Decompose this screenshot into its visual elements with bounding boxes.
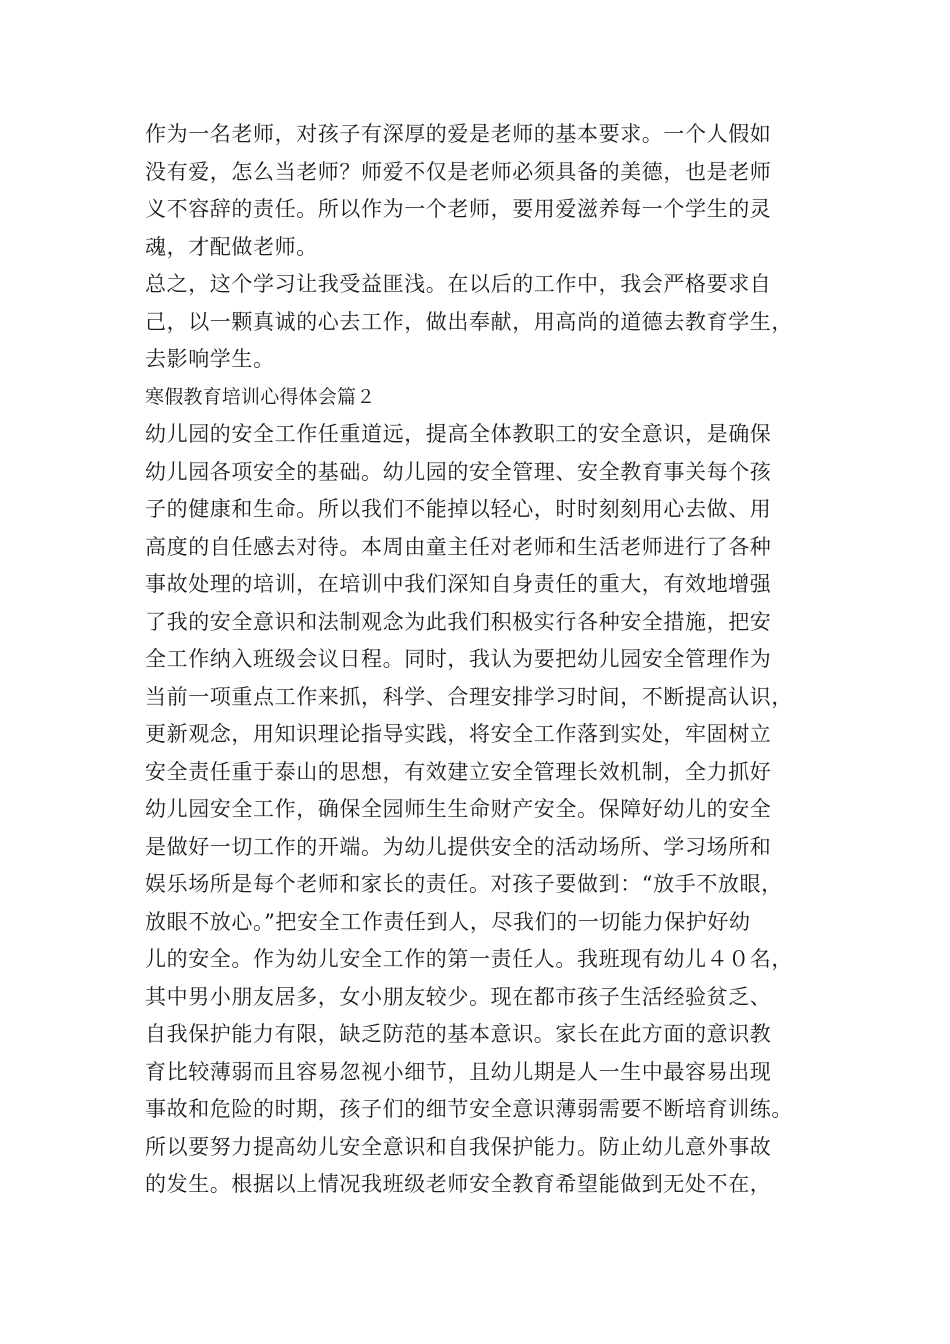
text-line: 其中男小朋友居多，女小朋友较少。现在都市孩子生活经验贫乏、: [145, 984, 772, 1009]
paragraph-conclusion: [145, 266, 815, 379]
text-line: 己，以一颗真诚的心去工作，做出奉献，用高尚的道德去教育学生，: [145, 309, 793, 334]
text-line: 更新观念，用知识理论指导实践，将安全工作落到实处，牢固树立: [145, 722, 772, 746]
text-line: 事故处理的培训，在培训中我们深知自身责任的重大，有效地增强: [145, 572, 772, 596]
text-line: 了我的安全意识和法制观念为此我们积极实行各种安全措施，把安: [145, 609, 772, 634]
text-line: 子的健康和生命。所以我们不能掉以轻心，时时刻刻用心去做、用: [145, 497, 772, 521]
text-line: 当前一项重点工作来抓，科学、合理安排学习时间，不断提高认识，: [145, 684, 793, 709]
text-line: 是做好一切工作的开端。为幼儿提供安全的活动场所、学习场所和: [145, 834, 772, 859]
text-line: 事故和危险的时期，孩子们的细节安全意识薄弱需要不断培育训练。: [145, 1097, 793, 1121]
text-line: 育比较薄弱而且容易忽视小细节，且幼儿期是人一生中最容易出现: [145, 1059, 772, 1084]
text-line: 自我保护能力有限，缺乏防范的基本意识。家长在此方面的意识教: [145, 1022, 772, 1046]
document-page: [145, 116, 815, 1204]
text-line: 娱乐场所是每个老师和家长的责任。对孩子要做到：“放手不放眼，: [145, 872, 783, 896]
text-line: 没有爱，怎么当老师？师爱不仅是老师必须具备的美德，也是老师: [145, 159, 772, 184]
text-line: 幼儿园的安全工作任重道远，提高全体教职工的安全意识，是确保: [145, 422, 772, 446]
text-line: 魂，才配做老师。: [145, 234, 318, 259]
text-line: 总之，这个学习让我受益匪浅。在以后的工作中，我会严格要求自: [145, 272, 772, 296]
text-line: 幼儿园安全工作，确保全园师生生命财产安全。保障好幼儿的安全: [145, 797, 772, 821]
text-line: 安全责任重于泰山的思想，有效建立安全管理长效机制，全力抓好: [145, 759, 772, 784]
text-line: 所以要努力提高幼儿安全意识和自我保护能力。防止幼儿意外事故: [145, 1134, 772, 1159]
text-line: 幼儿园各项安全的基础。幼儿园的安全管理、安全教育事关每个孩: [145, 459, 772, 484]
text-line: 高度的自任感去对待。本周由童主任对老师和生活老师进行了各种: [145, 534, 772, 559]
text-line: 放眼不放心。”把安全工作责任到人，尽我们的一切能力保护好幼: [145, 909, 751, 934]
paragraph-teacher-love: [145, 116, 815, 266]
section-heading: 寒假教育培训心得体会篇２: [145, 385, 376, 408]
paragraph-kindergarten-safety: [145, 416, 815, 1204]
text-line: 全工作纳入班级会议日程。同时，我认为要把幼儿园安全管理作为: [145, 647, 772, 671]
text-line: 的发生。根据以上情况我班级老师安全教育希望能做到无处不在，: [145, 1172, 772, 1196]
text-line: 作为一名老师，对孩子有深厚的爱是老师的基本要求。一个人假如: [145, 122, 772, 146]
text-line: 儿的安全。作为幼儿安全工作的第一责任人。我班现有幼儿４０名，: [145, 947, 793, 971]
text-line: 去影响学生。: [145, 347, 275, 371]
text-line: 义不容辞的责任。所以作为一个老师，要用爱滋养每一个学生的灵: [145, 197, 772, 221]
